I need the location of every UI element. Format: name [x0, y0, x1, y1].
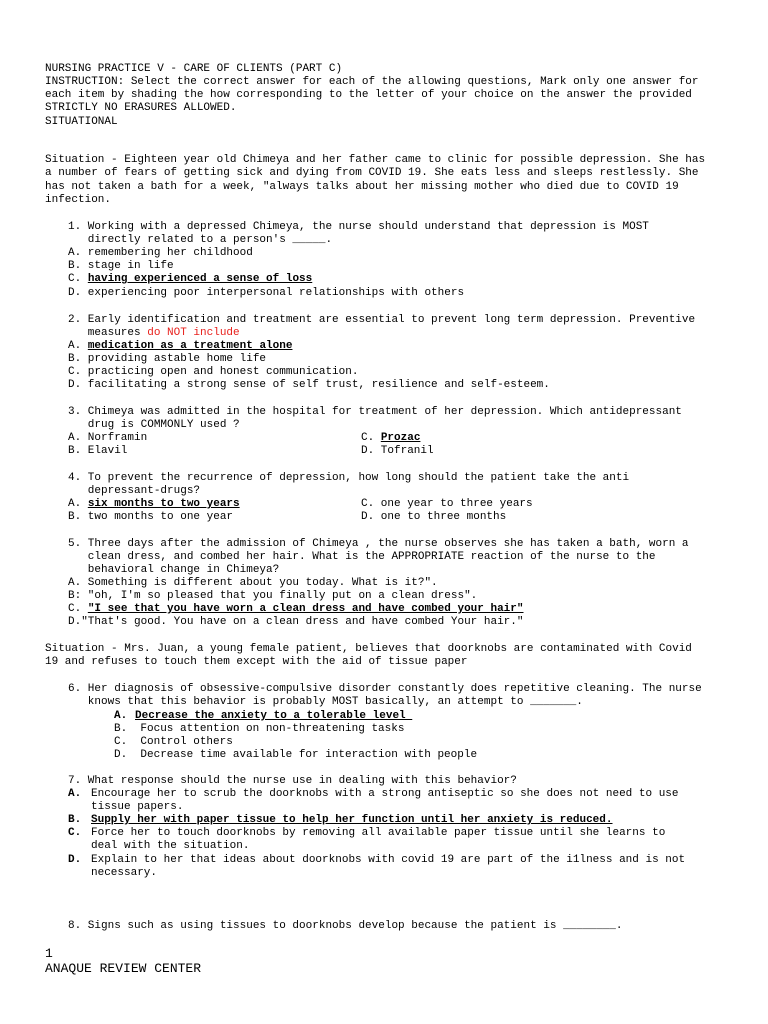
- question-7-option-d: Explain to her that ideas about doorknobs with covid 19 are part of the i1lness and is not: [91, 854, 686, 866]
- question-1-stem-cont: directly related to a person's _____.: [68, 234, 333, 246]
- question-3-option-c: [361, 432, 420, 445]
- situation-2-line-2: 19 and refuses to touch them except with the aid of tissue paper: [45, 656, 468, 668]
- question-7-option-a-cont: tissue papers.: [91, 801, 184, 813]
- question-1-option-b: B. stage in life: [68, 260, 174, 272]
- document-title: NURSING PRACTICE V - CARE OF CLIENTS (PART C): [45, 63, 343, 75]
- option-letter: C.: [68, 603, 88, 615]
- question-2-option-d: D. facilitating a strong sense of self trust, resilience and self-esteem.: [68, 379, 550, 391]
- question-1-stem: 1. Working with a depressed Chimeya, the nurse should understand that depression is MOST: [68, 221, 649, 233]
- question-1-option-d: D. experiencing poor interpersonal relationships with others: [68, 287, 465, 299]
- situation-1-line-3: has not taken a bath for a week, "always talks about her missing mother who died due to COVID 19: [45, 181, 679, 193]
- question-5-stem-cont-2: behavioral change in Chimeya?: [68, 564, 280, 576]
- question-8-stem: 8. Signs such as using tissues to doorknobs develop because the patient is ________.: [68, 920, 623, 932]
- section-type: SITUATIONAL: [45, 116, 118, 128]
- question-6-stem: 6. Her diagnosis of obsessive-compulsive disorder constantly does repetitive cleaning. The nurse: [68, 683, 702, 695]
- question-7-option-c-letter: C.: [68, 827, 82, 839]
- question-7-option-d-letter: D.: [68, 854, 82, 866]
- option-letter: C.: [361, 432, 381, 444]
- question-2-option-a: [68, 340, 292, 353]
- question-5-stem: 5. Three days after the admission of Chimeya , the nurse observes she has taken a bath, worn a: [68, 538, 689, 550]
- question-2-option-b: B. providing astable home life: [68, 353, 267, 365]
- question-4-option-d: D. one to three months: [361, 511, 507, 523]
- instruction-line-1: INSTRUCTION: Select the correct answer for each of the allowing questions, Mark only one answer for: [45, 76, 699, 88]
- question-2-stem: 2. Early identification and treatment are essential to prevent long term depression. Preventive: [68, 314, 696, 326]
- question-2-stem-cont: [68, 327, 240, 340]
- instruction-line-3: STRICTLY NO ERASURES ALLOWED.: [45, 102, 237, 114]
- question-5-option-c: [68, 603, 523, 616]
- question-1-option-c: [68, 273, 312, 286]
- question-3-option-b: B. Elavil: [68, 445, 128, 457]
- question-3-stem: 3. Chimeya was admitted in the hospital for treatment of her depression. Which antidepressant: [68, 406, 682, 418]
- instruction-line-2: each item by shading the how corresponding to the letter of your choice on the answer the provided: [45, 89, 692, 101]
- page-number: 1: [45, 946, 53, 961]
- question-3-stem-cont: drug is COMMONLY used ?: [68, 419, 240, 431]
- question-2-option-c: C. practicing open and honest communication.: [68, 366, 359, 378]
- stem-text: measures: [68, 327, 148, 339]
- question-6-option-d: D. Decrease time available for interaction with people: [114, 749, 478, 761]
- question-7-correct-answer: Supply her with paper tissue to help her function until her anxiety is reduced.: [91, 814, 613, 826]
- situation-1-line-2: a number of fears of getting sick and dying from COVID 19. She eats less and sleeps restlessly. She: [45, 167, 699, 179]
- situation-1-line-4: infection.: [45, 194, 112, 206]
- question-7-option-c: Force her to touch doorknobs by removing all available paper tissue until she learns to: [91, 827, 666, 839]
- situation-1-line-1: Situation - Eighteen year old Chimeya and her father came to clinic for possible depression. She has: [45, 154, 706, 166]
- correct-answer: having experienced a sense of loss: [87, 273, 313, 285]
- question-4-option-a: [68, 498, 240, 511]
- red-emphasis: do NOT include: [147, 327, 240, 339]
- question-5-stem-cont-1: clean dress, and combed her hair. What is the APPROPRIATE reaction of the nurse to the: [68, 551, 656, 563]
- option-letter: C.: [68, 273, 88, 285]
- question-7-option-b-letter: B.: [68, 814, 82, 826]
- question-5-option-d: D."That's good. You have on a clean dress and have combed Your hair.": [68, 616, 524, 628]
- question-7-option-d-cont: necessary.: [91, 867, 158, 879]
- option-letter: A.: [68, 498, 88, 510]
- question-7-option-a: Encourage her to scrub the doorknobs with a strong antiseptic so she does not need to use: [91, 788, 679, 800]
- situation-2-line-1: Situation - Mrs. Juan, a young female patient, believes that doorknobs are contaminated with Covid: [45, 643, 692, 655]
- question-3-option-d: D. Tofranil: [361, 445, 434, 457]
- question-6-option-b: B. Focus attention on non-threatening tasks: [114, 723, 405, 735]
- question-7-option-c-cont: deal with the situation.: [91, 840, 250, 852]
- question-4-option-b: B. two months to one year: [68, 511, 234, 523]
- question-6-option-a-letter: A.: [114, 710, 128, 722]
- correct-answer: six months to two years: [87, 498, 240, 510]
- question-5-option-a: A. Something is different about you today. What is it?".: [68, 577, 438, 589]
- question-4-option-c: C. one year to three years: [361, 498, 533, 510]
- question-3-option-a: A. Norframin: [68, 432, 148, 444]
- question-6-option-c: C. Control others: [114, 736, 233, 748]
- question-6-correct-answer: Decrease the anxiety to a tolerable level: [135, 710, 413, 722]
- question-4-stem: 4. To prevent the recurrence of depression, how long should the patient take the anti: [68, 472, 630, 484]
- question-1-option-a: A. remembering her childhood: [68, 247, 253, 259]
- question-4-stem-cont: depressant-drugs?: [68, 485, 201, 497]
- question-6-stem-cont: knows that this behavior is probably MOST basically, an attempt to _______.: [68, 696, 583, 708]
- option-letter: A.: [68, 340, 88, 352]
- footer-center-name: ANAQUE REVIEW CENTER: [45, 961, 202, 976]
- correct-answer: medication as a treatment alone: [87, 340, 293, 352]
- question-7-option-a-letter: A.: [68, 788, 82, 800]
- question-7-stem: 7. What response should the nurse use in dealing with this behavior?: [68, 775, 517, 787]
- correct-answer: "I see that you have worn a clean dress and have combed your hair": [87, 603, 524, 615]
- correct-answer: Prozac: [380, 432, 421, 444]
- question-5-option-b: B: "oh, I'm so pleased that you finally put on a clean dress".: [68, 590, 478, 602]
